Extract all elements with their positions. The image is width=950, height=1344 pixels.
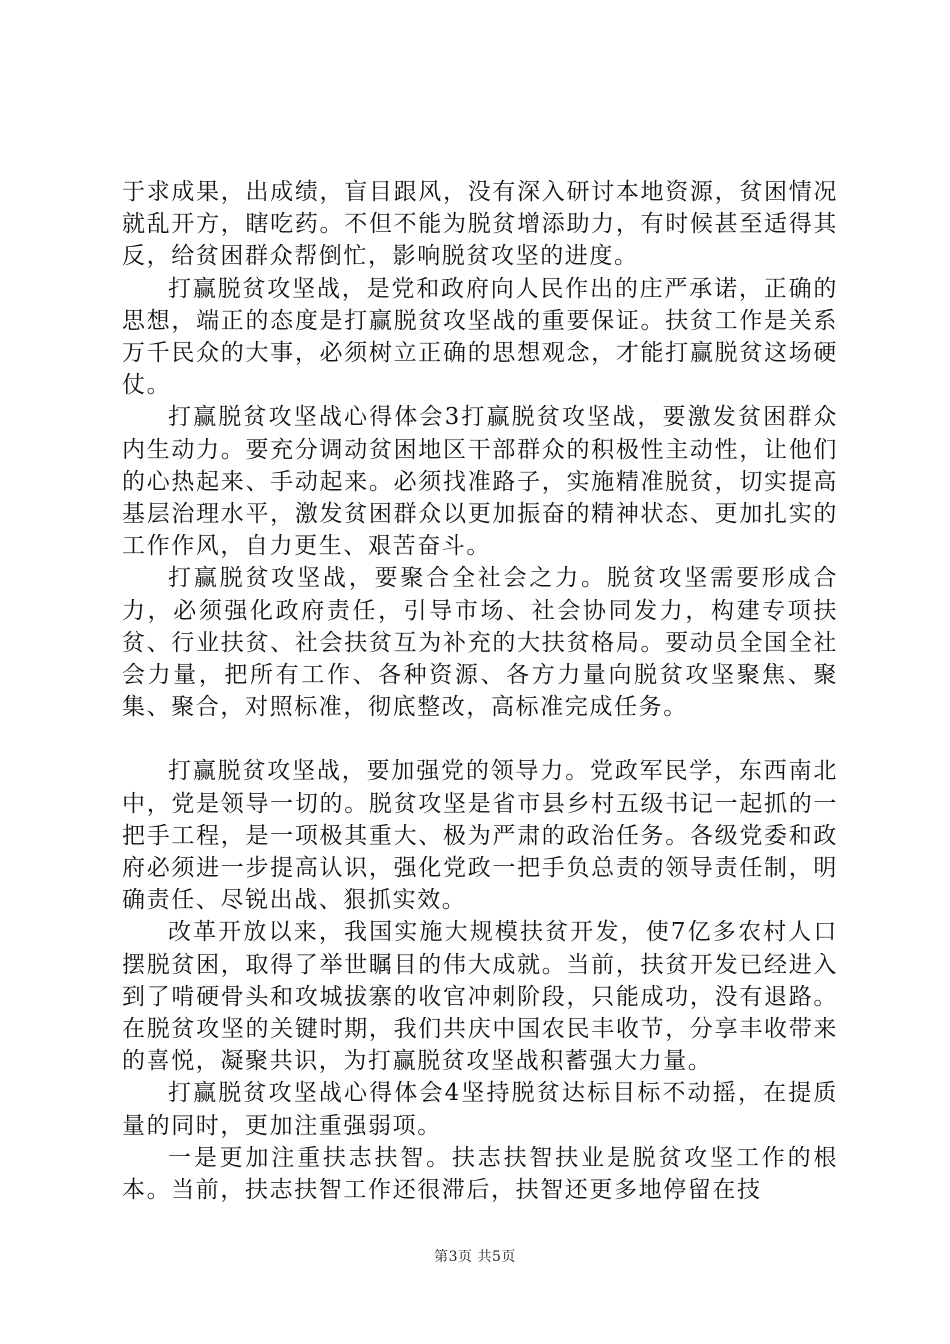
document-body — [122, 176, 838, 1206]
paragraph-continuation: 于求成果，出成绩，盲目跟风，没有深入研讨本地资源，贫困情况就乱开方，瞎吃药。不但不能为脱贫增添助力，有时候甚至适得其反，给贫困群众帮倒忙，影响脱贫攻坚的进度。 — [122, 179, 838, 270]
paragraph: 改革开放以来，我国实施大规模扶贫开发，使7亿多农村人口摆脱贫困，取得了举世瞩目的伟大成就。当前，扶贫开发已经进入到了啃硬骨头和攻城拔寨的收官冲刺阶段，只能成功，没有退路。在脱贫攻坚的关键时期，我们共庆中国农民丰收节，分享丰收带来的喜悦，凝聚共识，为打赢脱贫攻坚战积蓄强大力量。 — [122, 919, 838, 1075]
paragraph: 打赢脱贫攻坚战，要加强党的领导力。党政军民学，东西南北中，党是领导一切的。脱贫攻坚是省市县乡村五级书记一起抓的一把手工程，是一项极其重大、极为严肃的政治任务。各级党委和政府必须进一步提高认识，强化党政一把手负总责的领导责任制，明确责任、尽锐出战、狠抓实效。 — [122, 758, 838, 914]
page-number-footer: 第3页 共5页 — [434, 1249, 516, 1265]
paragraph: 一是更加注重扶志扶智。扶志扶智扶业是脱贫攻坚工作的根本。当前，扶志扶智工作还很滞后，扶智还更多地停留在技 — [122, 1144, 838, 1204]
paragraph: 打赢脱贫攻坚战心得体会4坚持脱贫达标目标不动摇，在提质量的同时，更加注重强弱项。 — [122, 1080, 838, 1139]
paragraph: 打赢脱贫攻坚战，要聚合全社会之力。脱贫攻坚需要形成合力，必须强化政府责任，引导市场、社会协同发力，构建专项扶贫、行业扶贫、社会扶贫互为补充的大扶贫格局。要动员全国全社会力量，把所有工作、各种资源、各方力量向脱贫攻坚聚焦、聚集、聚合，对照标准，彻底整改，高标准完成任务。 — [122, 565, 838, 721]
paragraph-spacer — [122, 723, 838, 755]
paragraph: 打赢脱贫攻坚战心得体会3打赢脱贫攻坚战，要激发贫困群众内生动力。要充分调动贫困地区干部群众的积极性主动性，让他们的心热起来、手动起来。必须找准路子，实施精准脱贫，切实提高基层治理水平，激发贫困群众以更加振奋的精神状态、更加扎实的工作作风，自力更生、艰苦奋斗。 — [122, 404, 838, 560]
paragraph: 打赢脱贫攻坚战，是党和政府向人民作出的庄严承诺，正确的思想，端正的态度是打赢脱贫攻坚战的重要保证。扶贫工作是关系万千民众的大事，必须树立正确的思想观念，才能打赢脱贫这场硬仗。 — [122, 275, 838, 399]
